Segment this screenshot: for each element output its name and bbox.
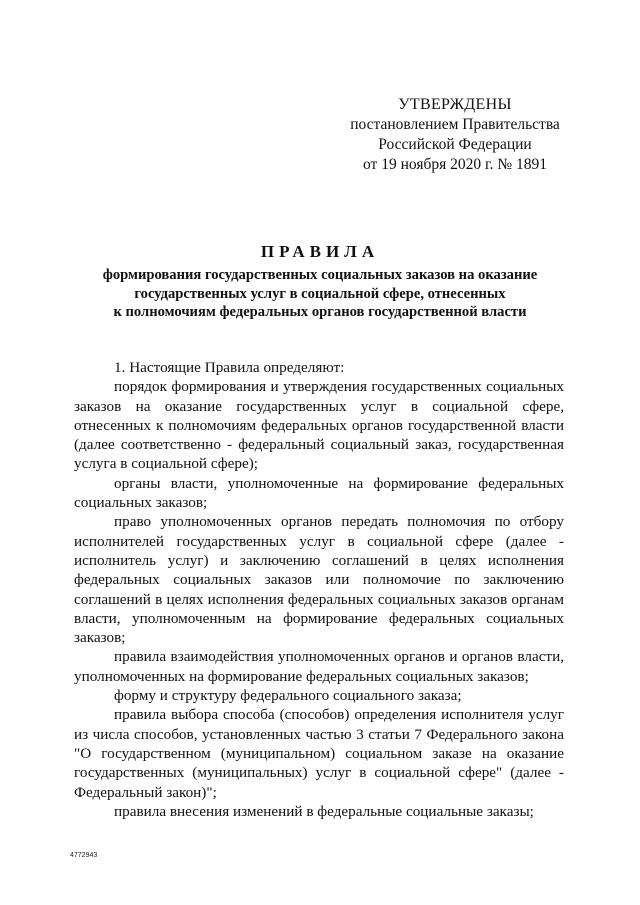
approval-block — [330, 95, 580, 175]
paragraph: правила взаимодействия уполномоченных органов и органов власти, уполномоченных на формирование федеральных социальных заказов; — [74, 648, 564, 685]
document-subtitle — [60, 266, 580, 322]
approval-heading: УТВЕРЖДЕНЫ — [398, 96, 512, 113]
paragraph: порядок формирования и утверждения государственных социальных заказов на оказание государственных услуг в социальной сфере, отнесенных к полномочиям федеральных органов государственной власти (далее соответственно - федеральный социальный заказ, государственная услуга в социальной сфере); — [74, 378, 564, 473]
document-title: ПРАВИЛА — [260, 242, 380, 261]
paragraph: право уполномоченных органов передать полномочия по отбору исполнителей государственных услуг в социальной сфере (далее - исполнитель услуг) и заключению соглашений в целях исполнения федеральных социальных заказов или полномочие по заключению соглашений в целях исполнения федеральных социальных заказов органам власти, уполномоченным на формирование федеральных социальных заказов; — [74, 513, 564, 647]
approval-line-1: постановлением Правительства — [350, 116, 560, 133]
subtitle-line-3: к полномочиям федеральных органов государственной власти — [113, 304, 527, 320]
subtitle-line-1: формирования государственных социальных заказов на оказание — [102, 267, 538, 283]
paragraph: 1. Настоящие Правила определяют: — [114, 359, 345, 376]
paragraph: правила внесения изменений в федеральные социальные заказы; — [114, 802, 534, 820]
document-number: 4772943 — [70, 852, 98, 859]
document-body — [74, 358, 564, 821]
paragraph: форму и структуру федерального социального заказа; — [114, 687, 462, 705]
approval-line-2: Российской Федерации — [378, 136, 532, 153]
paragraph: правила выбора способа (способов) определения исполнителя услуг из числа способов, установленных частью 3 статьи 7 Федерального закона "О государственном (муниципальном) социальном заказе на оказание государственных (муниципальных) услуг в социальной сфере" (далее - Федеральный закон)"; — [74, 706, 564, 801]
approval-line-3: от 19 ноября 2020 г. № 1891 — [363, 156, 547, 173]
subtitle-line-2: государственных услуг в социальной сфере, отнесенных — [134, 285, 506, 302]
paragraph: органы власти, уполномоченные на формирование федеральных социальных заказов; — [74, 474, 564, 512]
